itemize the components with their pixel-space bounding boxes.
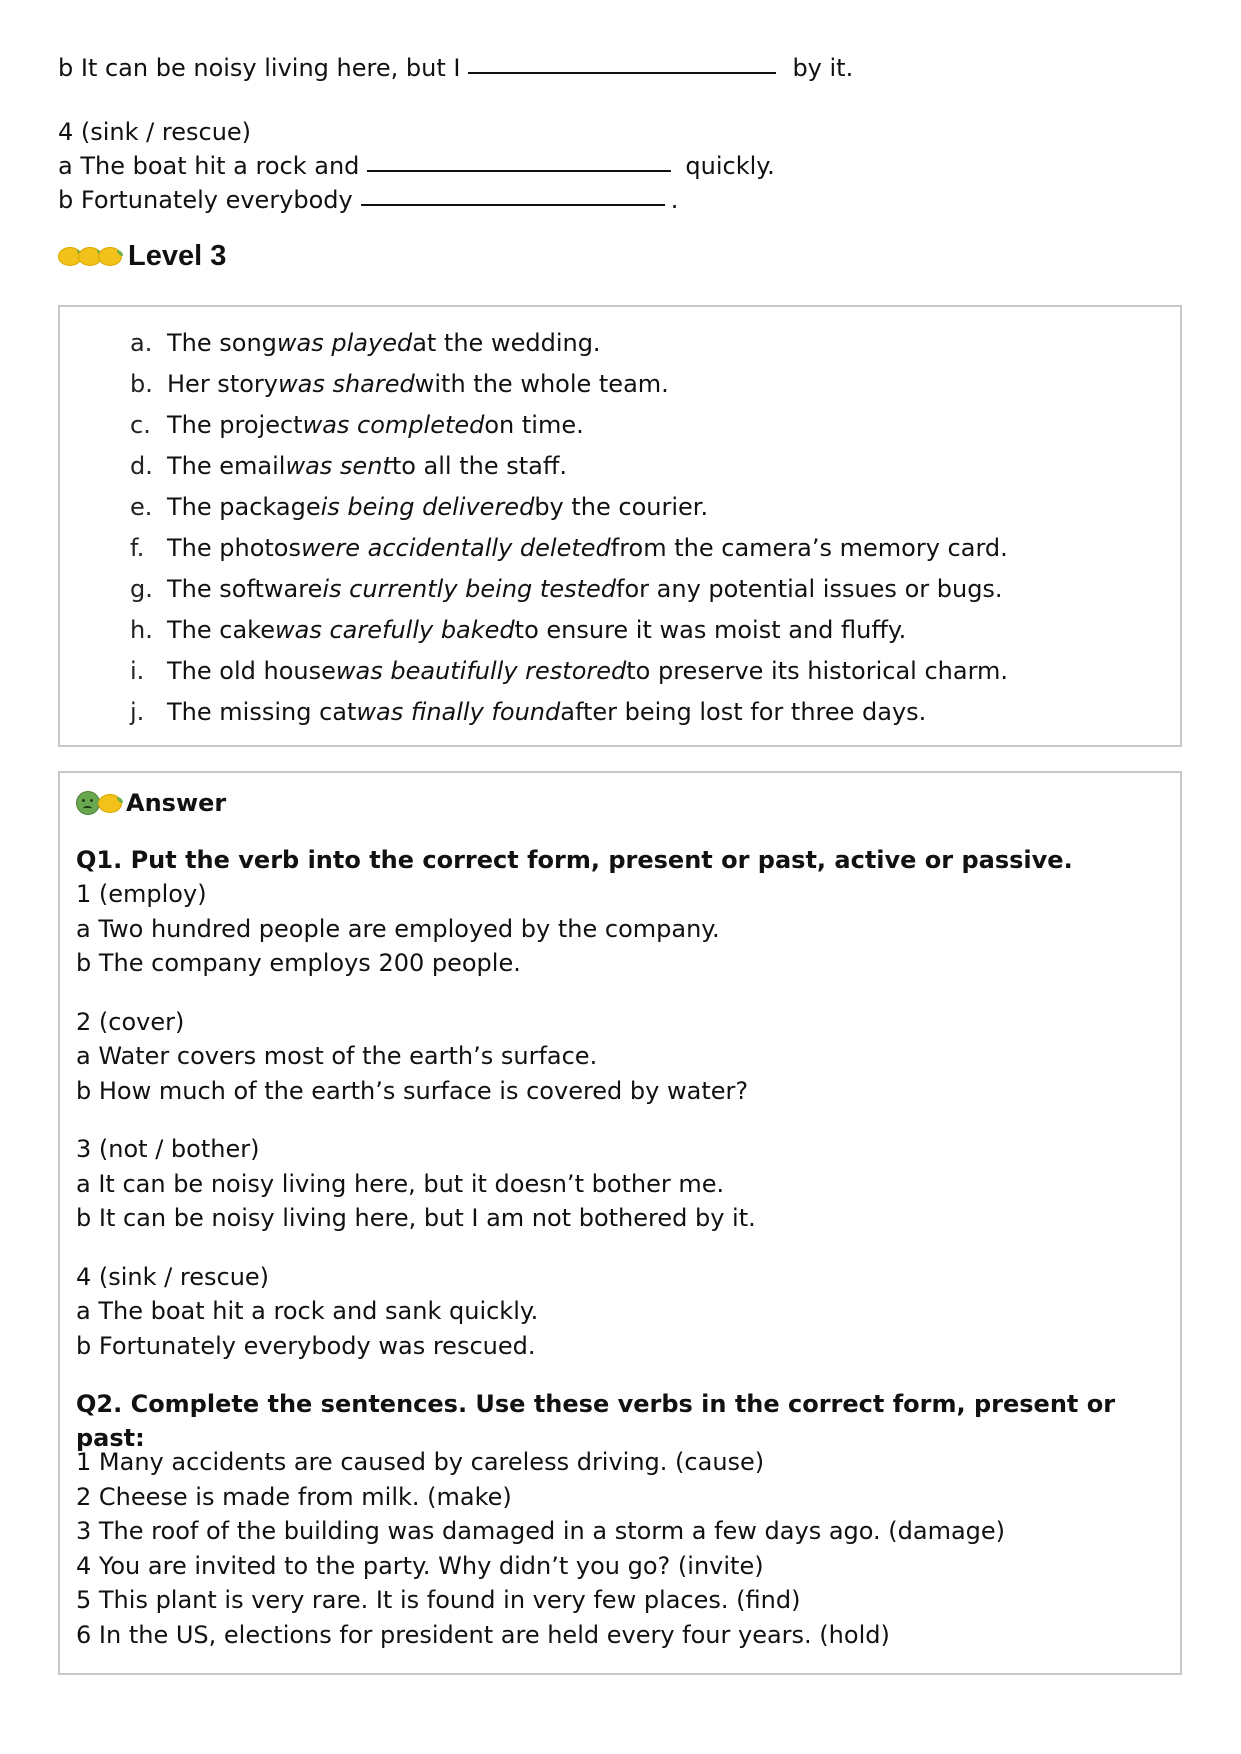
q1-heading: Q1. Put the verb into the correct form, present or past, active or passive. bbox=[76, 846, 1073, 874]
q1-answer-line: b How much of the earth’s surface is covered by water? bbox=[76, 1076, 749, 1105]
q1-answer-line: a The boat hit a rock and sank quickly. bbox=[76, 1297, 539, 1325]
level-title: Level 3 bbox=[128, 240, 227, 272]
q1-answer-line: b It can be noisy living here, but I am not bothered by it. bbox=[76, 1204, 756, 1232]
exercise-4-header: 4 (sink / rescue) bbox=[58, 118, 252, 146]
list-item bbox=[130, 610, 1008, 651]
item-text: The package bbox=[167, 493, 321, 521]
item-text: for any potential issues or bugs. bbox=[616, 575, 1003, 603]
item-text: on time. bbox=[484, 411, 584, 439]
q1-group-header: 4 (sink / rescue) bbox=[76, 1262, 270, 1291]
q1-answer-line: b The company employs 200 people. bbox=[76, 949, 521, 977]
q1-answer-line: b Fortunately everybody was rescued. bbox=[76, 1331, 536, 1360]
item-text: Her story bbox=[167, 370, 278, 398]
list-item bbox=[130, 364, 1008, 405]
list-item bbox=[130, 487, 1008, 528]
item-text: The software bbox=[167, 575, 323, 603]
list-item bbox=[130, 405, 1008, 446]
item-text: The email bbox=[167, 452, 286, 480]
item-text: to all the staff. bbox=[391, 452, 568, 480]
q2-answer-line: 3 The roof of the building was damaged in a storm a few days ago. (damage) bbox=[76, 1517, 1006, 1545]
item-letter: i. bbox=[130, 657, 145, 685]
item-text: to preserve its historical charm. bbox=[626, 657, 1009, 685]
item-text: The cake bbox=[167, 616, 275, 644]
level3-list bbox=[130, 323, 1008, 733]
q2-heading: Q2. Complete the sentences. Use these verbs in the correct form, present or past: bbox=[76, 1390, 1116, 1452]
level3-sentences-box bbox=[58, 305, 1182, 747]
item-passive-verb: was sent bbox=[285, 452, 392, 480]
item-passive-verb: was finally found bbox=[356, 698, 561, 726]
item-passive-verb: was shared bbox=[277, 370, 415, 398]
exercise-4b-prefix: b Fortunately everybody bbox=[58, 186, 353, 214]
item-text: The photos bbox=[167, 534, 301, 562]
item-passive-verb: was beautifully restored bbox=[335, 657, 627, 685]
item-letter: j. bbox=[130, 698, 145, 726]
answer-title: Answer bbox=[126, 789, 227, 817]
q1-answer-line: a Two hundred people are employed by the company. bbox=[76, 914, 720, 943]
item-text: after being lost for three days. bbox=[560, 698, 927, 726]
q1-answer-line: a It can be noisy living here, but it doesn’t bother me. bbox=[76, 1169, 725, 1198]
item-letter: h. bbox=[130, 616, 153, 644]
q1-group-header: 1 (employ) bbox=[76, 880, 207, 908]
q2-answer-line: 5 This plant is very rare. It is found in very few places. (find) bbox=[76, 1586, 801, 1614]
item-letter: e. bbox=[130, 493, 153, 521]
answer-blank bbox=[367, 168, 671, 172]
exercise-4b-suffix: . bbox=[670, 186, 679, 214]
item-passive-verb: is currently being tested bbox=[322, 575, 617, 603]
answer-blank bbox=[361, 202, 665, 206]
level-heading bbox=[58, 240, 226, 273]
list-item bbox=[130, 651, 1008, 692]
item-text: to ensure it was moist and fluffy. bbox=[514, 616, 907, 644]
item-passive-verb: was completed bbox=[302, 411, 485, 439]
q2-answer-line: 6 In the US, elections for president are held every four years. (hold) bbox=[76, 1620, 890, 1649]
item-letter: a. bbox=[130, 329, 153, 357]
item-passive-verb: is being delivered bbox=[320, 493, 535, 521]
exercise-3b-prefix: b It can be noisy living here, but I bbox=[58, 54, 461, 82]
q1-group-header: 2 (cover) bbox=[76, 1007, 185, 1036]
item-passive-verb: was carefully baked bbox=[274, 616, 515, 644]
list-item bbox=[130, 528, 1008, 569]
list-item bbox=[130, 446, 1008, 487]
list-item bbox=[130, 569, 1008, 610]
exercise-4b-line bbox=[58, 186, 678, 214]
exercise-4a-line bbox=[58, 152, 775, 180]
q2-answer-line: 1 Many accidents are caused by careless driving. (cause) bbox=[76, 1448, 765, 1476]
lemon-icon bbox=[98, 794, 122, 813]
item-text: The song bbox=[167, 329, 277, 357]
item-text: The project bbox=[167, 411, 303, 439]
list-item bbox=[130, 692, 1008, 733]
lemon-icon bbox=[98, 247, 122, 266]
item-letter: f. bbox=[130, 534, 145, 562]
q1-answer-line: a Water covers most of the earth’s surface. bbox=[76, 1042, 598, 1070]
list-item bbox=[130, 323, 1008, 364]
item-letter: g. bbox=[130, 575, 153, 603]
exercise-4a-prefix: a The boat hit a rock and bbox=[58, 152, 360, 180]
q2-answer-line: 4 You are invited to the party. Why didn’t you go? (invite) bbox=[76, 1551, 764, 1580]
answer-heading bbox=[76, 789, 226, 817]
item-text: by the courier. bbox=[534, 493, 709, 521]
item-text: at the wedding. bbox=[412, 329, 601, 357]
item-text: from the camera’s memory card. bbox=[610, 534, 1008, 562]
item-letter: c. bbox=[130, 411, 151, 439]
item-passive-verb: was played bbox=[276, 329, 413, 357]
exercise-3b-suffix: by it. bbox=[792, 54, 854, 82]
answer-body bbox=[76, 843, 1166, 1652]
item-passive-verb: were accidentally deleted bbox=[301, 534, 611, 562]
item-letter: b. bbox=[130, 370, 153, 398]
item-letter: d. bbox=[130, 452, 153, 480]
exercise-3b-line bbox=[58, 54, 853, 82]
item-text: The old house bbox=[167, 657, 336, 685]
answer-blank bbox=[468, 70, 776, 74]
q2-answer-line: 2 Cheese is made from milk. (make) bbox=[76, 1482, 512, 1511]
item-text: with the whole team. bbox=[414, 370, 669, 398]
item-text: The missing cat bbox=[167, 698, 357, 726]
answer-box bbox=[58, 771, 1182, 1675]
exercise-4a-suffix: quickly. bbox=[685, 152, 775, 180]
q1-group-header: 3 (not / bother) bbox=[76, 1135, 260, 1163]
sick-face-icon bbox=[76, 791, 100, 815]
